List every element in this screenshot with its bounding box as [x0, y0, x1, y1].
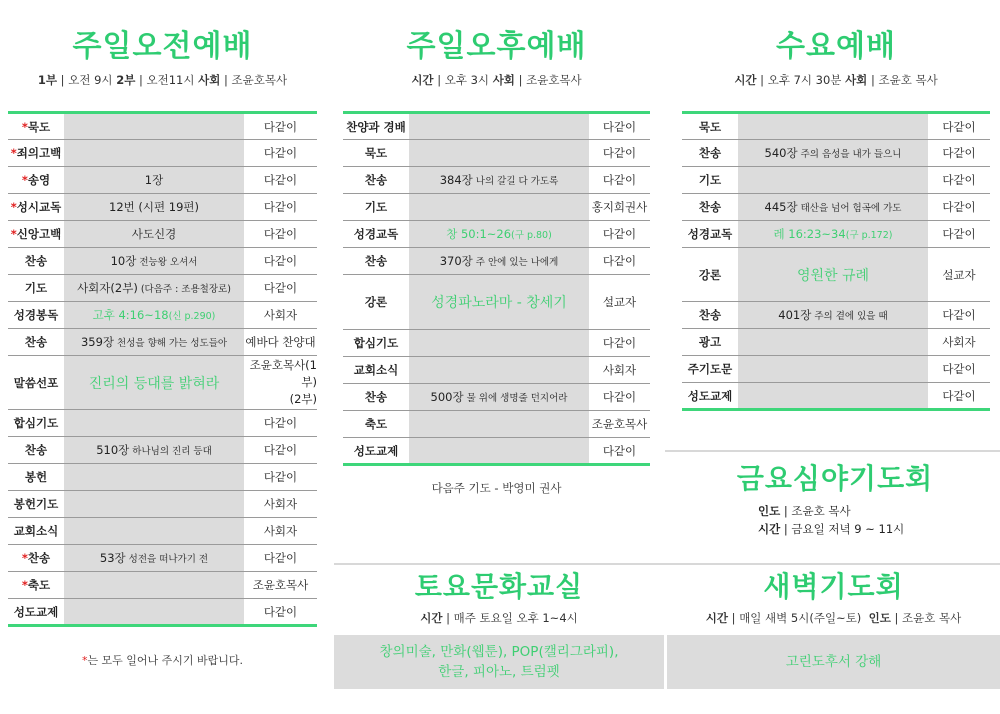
order-item-leader: 다같이: [589, 384, 650, 411]
dawn-prayer-lesson: 고린도후서 강해: [667, 635, 1000, 689]
order-item-name: 강론: [343, 275, 409, 330]
order-row: [343, 357, 650, 384]
order-item-leader: 설교자: [928, 248, 990, 302]
standing-mark: *: [21, 173, 28, 187]
order-item-name: 기도: [682, 167, 738, 194]
order-item-content: 1장: [64, 167, 244, 194]
morning-footnote: *는 모두 일어나 주시기 바랍니다.: [81, 654, 244, 667]
friday-divider: [665, 450, 1000, 452]
order-row: [343, 194, 650, 221]
order-row: [343, 411, 650, 438]
order-item-leader: 다같이: [942, 388, 976, 403]
order-item-content: 12번 (시편 19편): [64, 194, 244, 221]
order-item-name: *송영: [8, 167, 64, 194]
order-item-content: [64, 491, 244, 518]
order-item-content: [64, 599, 244, 626]
order-row: [8, 302, 317, 329]
saturday-class-info: 시간 | 매주 토요일 오후 1~4시: [420, 611, 578, 625]
order-item-content: 진리의 등대를 밝혀라: [64, 356, 244, 410]
order-item-name: 찬송: [343, 167, 409, 194]
afternoon-order-table: [343, 111, 650, 466]
order-item-content: [409, 357, 589, 384]
order-item-content: 359장 천성을 향해 가는 성도들아: [64, 329, 244, 356]
order-item-leader: 다같이: [928, 194, 990, 221]
order-item-leader: 다같이: [928, 302, 990, 329]
order-item-leader: 다같이: [928, 221, 990, 248]
order-row: [8, 464, 317, 491]
order-item-content: [409, 194, 589, 221]
saturday-class-title: 토요문화교실: [414, 570, 584, 603]
order-item-content: 370장 주 안에 있는 나에게: [409, 248, 589, 275]
order-item-name: 찬송: [682, 302, 738, 329]
order-item-leader: 다같이: [589, 167, 650, 194]
standing-mark: *: [21, 119, 28, 134]
order-item-name: 주기도문: [682, 356, 738, 383]
order-item-content: 510장 하나님의 진리 등대: [64, 437, 244, 464]
order-item-name: 교회소식: [8, 518, 64, 545]
dawn-prayer-info: 시간 | 매일 새벽 5시(주일~토) 인도 | 조윤호 목사: [705, 611, 962, 625]
order-item-leader: 다같이: [244, 275, 317, 302]
order-item-name: 찬양과 경배: [343, 113, 409, 140]
order-item-name: 합심기도: [8, 410, 64, 437]
order-item-leader: 다같이: [244, 194, 317, 221]
order-item-content: [409, 411, 589, 438]
order-item-content: 384장 나의 갈길 다 가도록: [409, 167, 589, 194]
order-item-leader: 다같이: [589, 113, 650, 140]
order-item-content: 사도신경: [64, 221, 244, 248]
order-item-content: 10장 전능왕 오셔서: [64, 248, 244, 275]
order-item-name: 교회소식: [343, 357, 409, 384]
order-item-content: 레 16:23~34(구 p.172): [738, 221, 928, 248]
standing-mark: *: [21, 551, 28, 565]
order-item-content: 445장 태산을 넘어 험곡에 가도: [738, 194, 928, 221]
order-item-leader: 사회자: [244, 302, 317, 329]
wednesday-service-title: 수요예배: [776, 29, 896, 64]
order-row: [8, 356, 317, 410]
order-row: [682, 329, 990, 356]
wednesday-order-table: [682, 111, 990, 411]
order-row: [8, 437, 317, 464]
order-item-leader: 다같이: [244, 464, 317, 491]
order-item-content: 고후 4:16~18(신 p.290): [64, 302, 244, 329]
morning-service-panel: [8, 30, 317, 669]
order-item-leader: 예바다 찬양대: [244, 329, 317, 356]
order-row: [343, 384, 650, 411]
order-row: [682, 383, 990, 410]
order-item-content: [409, 140, 589, 167]
order-row: [8, 572, 317, 599]
order-item-name: 묵도: [682, 113, 738, 140]
order-row: [8, 194, 317, 221]
afternoon-service-info: 시간 | 오후 3시 사회 | 조윤호목사: [411, 73, 582, 87]
wednesday-service-info: 시간 | 오후 7시 30분 사회 | 조윤호 목사: [734, 73, 938, 87]
order-row: [8, 545, 317, 572]
order-item-leader: 다같이: [928, 356, 990, 383]
order-item-name: 성도교제: [353, 443, 399, 458]
order-item-content: 영원한 규례: [738, 248, 928, 302]
order-item-leader: 다같이: [244, 410, 317, 437]
order-item-content: [409, 113, 589, 140]
order-item-leader: 다같이: [244, 140, 317, 167]
order-item-content: 성경파노라마 - 창세기: [409, 275, 589, 330]
next-week-prayer: 다음주 기도 - 박영미 권사: [431, 481, 562, 495]
standing-mark: *: [10, 200, 17, 214]
order-item-name: 성경교독: [343, 221, 409, 248]
order-row: [8, 599, 317, 626]
order-item-content: 500장 물 위에 생명줄 던지어라: [409, 384, 589, 411]
order-item-leader: 다같이: [589, 221, 650, 248]
order-item-name: 성도교제: [13, 604, 59, 619]
order-row: [343, 221, 650, 248]
order-item-content: 창 50:1~26(구 p.80): [409, 221, 589, 248]
order-item-content: [409, 330, 589, 357]
order-item-content: 사회자(2부) (다음주 : 조용철장로): [64, 275, 244, 302]
order-item-name: *찬송: [8, 545, 64, 572]
order-item-name: 광고: [682, 329, 738, 356]
order-item-content: [64, 113, 244, 140]
order-item-leader: 사회자: [589, 357, 650, 384]
order-item-content: [64, 410, 244, 437]
order-item-name: 찬송: [8, 248, 64, 275]
order-item-content: [738, 167, 928, 194]
order-row: [682, 248, 990, 302]
order-item-name: 찬송: [343, 384, 409, 411]
order-item-content: [738, 356, 928, 383]
order-item-name: 묵도: [343, 140, 409, 167]
order-item-content: [64, 140, 244, 167]
order-row: [8, 518, 317, 545]
order-item-content: [738, 113, 928, 140]
order-item-name: *성시교독: [8, 194, 64, 221]
order-row: [343, 330, 650, 357]
order-row: [8, 275, 317, 302]
order-row: [8, 113, 317, 140]
bottom-divider: [334, 563, 1000, 565]
order-item-leader: 다같이: [928, 167, 990, 194]
order-item-leader: 사회자: [244, 518, 317, 545]
order-item-content: 53장 성전을 떠나가기 전: [64, 545, 244, 572]
order-row: [343, 438, 650, 465]
wednesday-service-panel: [682, 30, 990, 411]
order-item-content: [64, 572, 244, 599]
order-row: [682, 356, 990, 383]
order-row: [682, 167, 990, 194]
afternoon-service-title: 주일오후예배: [406, 29, 587, 64]
order-item-content: [738, 383, 928, 410]
order-item-leader: 설교자: [589, 275, 650, 330]
morning-service-title: 주일오전예배: [72, 29, 253, 64]
order-item-leader: 다같이: [244, 113, 317, 140]
order-item-leader: 다같이: [244, 221, 317, 248]
order-item-name: 찬송: [343, 248, 409, 275]
order-row: [343, 275, 650, 330]
order-item-name: 말씀선포: [8, 356, 64, 410]
saturday-class-subjects: 창의미술, 만화(웹툰), POP(캘리그라피), 한글, 피아노, 트럼펫: [334, 635, 664, 689]
order-row: [682, 140, 990, 167]
friday-prayer-info: 인도 | 조윤호 목사 시간 | 금요일 저녁 9 ~ 11시: [758, 504, 905, 536]
order-item-leader: 다같이: [928, 113, 990, 140]
order-row: [8, 410, 317, 437]
morning-order-table: [8, 111, 317, 627]
order-item-content: 401장 주의 곁에 있을 때: [738, 302, 928, 329]
standing-mark: *: [21, 578, 28, 592]
order-item-leader: 사회자: [244, 491, 317, 518]
order-item-leader: 다같이: [244, 248, 317, 275]
order-item-content: [64, 518, 244, 545]
order-row: [8, 140, 317, 167]
order-row: [682, 221, 990, 248]
order-item-name: 봉헌기도: [8, 491, 64, 518]
order-item-name: *죄의고백: [8, 140, 64, 167]
order-row: [8, 491, 317, 518]
order-item-leader: 다같이: [589, 140, 650, 167]
order-item-leader: 다같이: [928, 140, 990, 167]
order-item-leader: 다같이: [263, 604, 298, 619]
order-row: [682, 302, 990, 329]
order-item-name: 합심기도: [343, 330, 409, 357]
order-item-name: 찬송: [8, 329, 64, 356]
order-row: [343, 113, 650, 140]
order-item-leader: 다같이: [244, 167, 317, 194]
order-item-leader: 다같이: [244, 437, 317, 464]
order-item-name: *신앙고백: [8, 221, 64, 248]
order-item-name: 찬송: [682, 140, 738, 167]
order-item-content: 540장 주의 음성을 내가 들으니: [738, 140, 928, 167]
order-item-name: 성경교독: [682, 221, 738, 248]
order-item-leader: 조윤호목사(1부) (2부): [244, 356, 317, 410]
order-item-leader: 조윤호목사: [244, 572, 317, 599]
afternoon-service-panel: [343, 30, 650, 496]
order-row: [8, 167, 317, 194]
order-row: [343, 248, 650, 275]
dawn-prayer-title: 새벽기도회: [763, 570, 904, 603]
order-item-name: *축도: [8, 572, 64, 599]
order-row: [8, 329, 317, 356]
order-item-name: 찬송: [682, 194, 738, 221]
friday-prayer-panel: [690, 462, 980, 538]
order-row: [682, 113, 990, 140]
order-item-leader: 다같이: [602, 443, 637, 458]
order-row: [8, 221, 317, 248]
standing-mark: *: [10, 227, 17, 241]
morning-service-info: 1부 | 오전 9시 2부 | 오전11시 사회 | 조윤호목사: [37, 73, 288, 87]
order-item-name: *묵도: [8, 113, 64, 140]
order-item-name: 찬송: [8, 437, 64, 464]
order-row: [8, 248, 317, 275]
friday-prayer-title: 금요심야기도회: [736, 462, 934, 495]
order-row: [343, 140, 650, 167]
order-item-name: 축도: [343, 411, 409, 438]
order-item-content: [64, 464, 244, 491]
order-item-content: [409, 438, 589, 465]
order-item-leader: 사회자: [928, 329, 990, 356]
standing-mark: *: [10, 146, 17, 160]
saturday-class-panel: [334, 570, 664, 626]
order-item-leader: 다같이: [589, 248, 650, 275]
order-item-content: [738, 329, 928, 356]
order-item-leader: 조윤호목사: [589, 411, 650, 438]
order-item-name: 성도교제: [687, 388, 733, 403]
order-item-name: 기도: [8, 275, 64, 302]
order-row: [682, 194, 990, 221]
order-item-name: 성경봉독: [8, 302, 64, 329]
dawn-prayer-panel: [667, 570, 1000, 626]
order-row: [343, 167, 650, 194]
order-item-leader: 다같이: [244, 545, 317, 572]
order-item-leader: 다같이: [589, 330, 650, 357]
order-item-name: 강론: [682, 248, 738, 302]
order-item-name: 기도: [343, 194, 409, 221]
order-item-leader: 홍지희권사: [589, 194, 650, 221]
order-item-name: 봉헌: [8, 464, 64, 491]
